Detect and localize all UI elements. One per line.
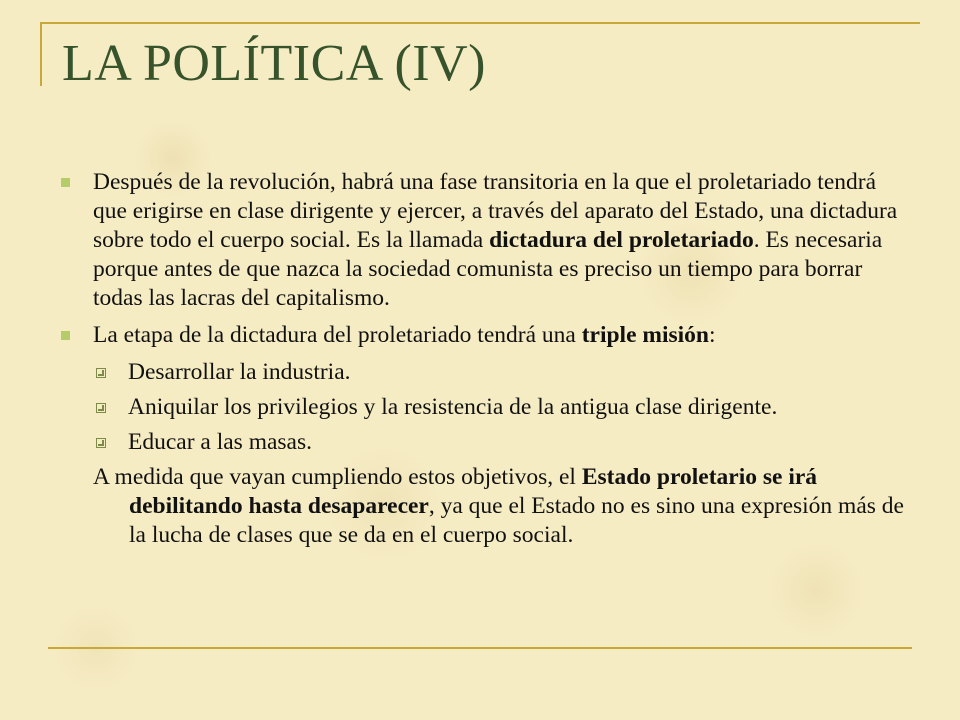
square-bullet-icon [61, 178, 70, 187]
hollow-square-bullet-icon [96, 368, 106, 378]
sub-item-1 [58, 358, 908, 387]
square-bullet-icon [61, 331, 70, 340]
hollow-square-bullet-icon [96, 403, 106, 413]
hollow-square-bullet-icon [96, 438, 106, 448]
continuation-bold: Estado proletario se irá debilitando hasta desaparecer [129, 464, 818, 519]
sub-item-text: Educar a las masas. [128, 429, 313, 455]
sub-item-text: Aniquilar los privilegios y la resistencia de la antigua clase dirigente. [128, 394, 778, 420]
continuation-paragraph [58, 463, 908, 550]
bullet-1-text-a: Después de la revolución, habrá una fase transitoria en la que el proletariado tendrá que erigirse en clase dirigente y ejercer, a través del aparato del Estado, una dictadura sobre todo el cuerpo social. Es la llamada [93, 169, 898, 253]
bullet-item-1 [58, 168, 908, 313]
sub-item-3 [58, 428, 908, 457]
continuation-text-a: A medida que vayan cumpliendo estos objetivos, el [93, 464, 582, 490]
bullet-1-bold: dictadura del proletariado [489, 227, 754, 253]
bullet-1-text-c: . Es necesaria porque antes de que nazca la sociedad comunista es preciso un tiempo para borrar todas las lacras del capitalismo. [93, 227, 883, 311]
bullet-2-text-c: : [708, 322, 716, 348]
slide-body [58, 168, 908, 550]
left-border-line [40, 22, 42, 86]
sub-item-text: Desarrollar la industria. [128, 359, 351, 385]
bullet-2-bold: triple misión [581, 322, 709, 348]
slide-title: LA POLÍTICA (IV) [62, 35, 486, 92]
top-border-line [40, 22, 920, 24]
bullet-item-2 [58, 321, 908, 350]
bullet-2-text-a: La etapa de la dictadura del proletariado tendrá una [93, 322, 582, 348]
continuation-text-c: , ya que el Estado no es sino una expresión más de la lucha de clases que se da en el cuerpo social. [129, 493, 904, 548]
bottom-border-line [48, 647, 912, 649]
sub-item-2 [58, 393, 908, 422]
